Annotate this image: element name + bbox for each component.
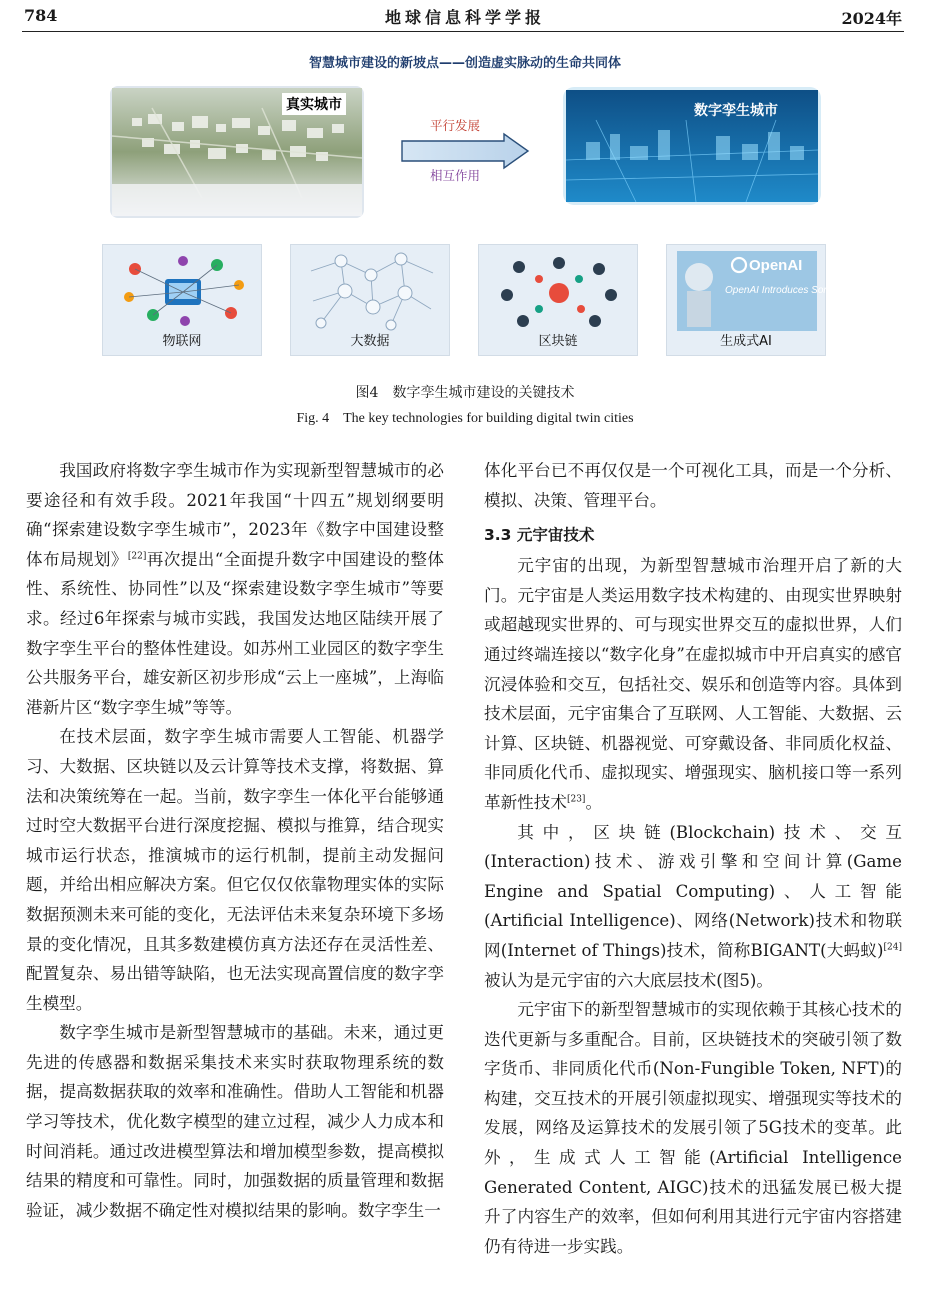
interaction-label: 相互作用 <box>430 168 481 183</box>
tech-label-generative-ai: 生成式AI <box>720 334 772 349</box>
figure-title: 智慧城市建设的新坡点——创造虚实脉动的生命共同体 <box>308 56 621 71</box>
real-city-image <box>112 88 362 216</box>
blockchain-icons <box>489 251 629 331</box>
tech-iot-panel <box>102 244 262 356</box>
paragraph: 其中，区块链(Blockchain)技术、交互(Interaction)技术、游戏引擎和空间计算(Game Engine and Spatial Computing)、人工智能(Artificial Intelligence)、网络(Network)技术和物联网(Internet of Things)技术，简称BIGANT(大蚂蚁)[24]被认为是元宇宙的六大底层技术(图5)。 <box>484 822 902 990</box>
header-rule <box>22 31 904 32</box>
tech-label-big-data: 大数据 <box>350 334 390 349</box>
digital-twin-city-image <box>566 90 818 202</box>
running-header <box>0 0 930 34</box>
tech-bigdata-panel <box>290 244 450 356</box>
paragraph-continued: 体化平台已不再仅仅是一个可视化工具，而是一个分析、模拟、决策、管理平台。 <box>484 461 902 510</box>
paragraph: 我国政府将数字孪生城市作为实现新型智慧城市的必要途径和有效手段。2021年我国“十四五”规划纲要明确“探索建设数字孪生城市”，2023年《数字中国建设整体布局规划》[22]再次提出“全面提升数字中国建设的整体性、系统性、协同性”以及“探索建设数字孪生城市”等要求。经过6年探索与城市实践，我国发达地区陆续开展了数字孪生平台的整体性建设。如苏州工业园区的数字孪生公共服务平台，雄安新区初步形成“云上一座城”，上海临港新片区“数字孪生城”等等。 <box>26 461 444 717</box>
citation: [24] <box>883 942 902 953</box>
figure-caption-cn: 图4 数字孪生城市建设的关键技术 <box>355 385 575 401</box>
tech-label-blockchain: 区块链 <box>538 334 578 349</box>
openai-sora-subtitle: OpenAI Introduces Sora <box>725 285 833 296</box>
bidirectional-arrow <box>400 132 532 170</box>
journal-title: 地球信息科学学报 <box>384 8 545 27</box>
section-heading: 3.3 元宇宙技术 <box>484 526 595 545</box>
digital-twin-city-illustration <box>566 90 818 202</box>
tech-label-iot: 物联网 <box>162 334 202 349</box>
paragraph: 元宇宙下的新型智慧城市的实现依赖于其核心技术的迭代更新与多重配合。目前，区块链技术的突破引领了数字货币、非同质化代币(Non-Fungible Token, NFT)的构建，交互技术的开展引领虚拟现实、增强现实等技术的发展，网络及运算技术的发展引领了5G技术的变革。此外，生成式人工智能(Artificial Intelligence Generated Content, AIGC)技术的迅猛发展已极大提升了内容生产的效率，但如何利用其进行元宇宙内容搭建仍有待进一步实践。 <box>484 1000 902 1256</box>
real-city-label: 真实城市 <box>282 93 346 115</box>
citation: [22] <box>127 551 147 562</box>
parallel-development-label: 平行发展 <box>430 118 481 133</box>
publication-year: 2024年 <box>841 9 902 28</box>
openai-brand: OpenAI <box>749 257 803 274</box>
tech-blockchain-panel <box>478 244 638 356</box>
big-data-network-icon <box>301 251 441 331</box>
figure-caption-en: Fig. 4 The key technologies for building digital twin cities <box>296 411 634 426</box>
paragraph: 数字孪生城市是新型智慧城市的基础。未来，通过更先进的传感器和数据采集技术来实时获取物理系统的数据，提高数据获取的效率和准确性。借助人工智能和机器学习等技术，优化数字模型的建立过程，减少人力成本和时间消耗。通过改进模型算法和增加模型参数，提高模拟结果的精度和可靠性。同时，加强数据的质量管理和数据验证，减少数据不确定性对模拟结果的影响。数字孪生一 <box>26 1023 444 1220</box>
twin-city-label: 数字孪生城市 <box>694 103 778 119</box>
iot-network-icon <box>113 251 253 331</box>
left-column <box>26 456 444 1225</box>
citation: [23] <box>566 794 586 805</box>
paragraph: 元宇宙的出现，为新型智慧城市治理开启了新的大门。元宇宙是人类运用数字技术构建的、由现实世界映射或超越现实世界的、可与现实世界交互的虚拟世界，人们通过终端连接以“数字化身”在虚拟城市中开启真实的感官沉浸体验和交互，包括社交、娱乐和创造等内容。具体到技术层面，元宇宙集合了互联网、人工智能、大数据、云计算、区块链、机器视觉、可穿戴设备、非同质化权益、非同质化代币、虚拟现实、增强现实、脑机接口等一系列革新性技术[23]。 <box>484 556 902 812</box>
page-number: 784 <box>24 6 58 25</box>
paragraph: 在技术层面，数字孪生城市需要人工智能、机器学习、大数据、区块链以及云计算等技术支撑，将数据、算法和决策统筹在一起。当前，数字孪生一体化平台能够通过时空大数据平台进行深度挖掘、模拟与推算，结合现实城市运行状态，推演城市的运行机制，提前主动发掘问题，并给出相应解决方案。但它仅仅依靠物理实体的实际数据预测未来可能的变化，无法评估未来复杂环境下多场景的变化情况，且其多数建模仿真方法还存在灵活性差、配置复杂、易出错等缺陷，也无法实现高置信度的数字孪生模型。 <box>26 727 444 1013</box>
tech-generative-ai-panel <box>666 244 833 356</box>
right-column <box>484 456 902 1261</box>
openai-sora-image <box>677 251 833 331</box>
right-arrow-icon <box>400 132 532 170</box>
